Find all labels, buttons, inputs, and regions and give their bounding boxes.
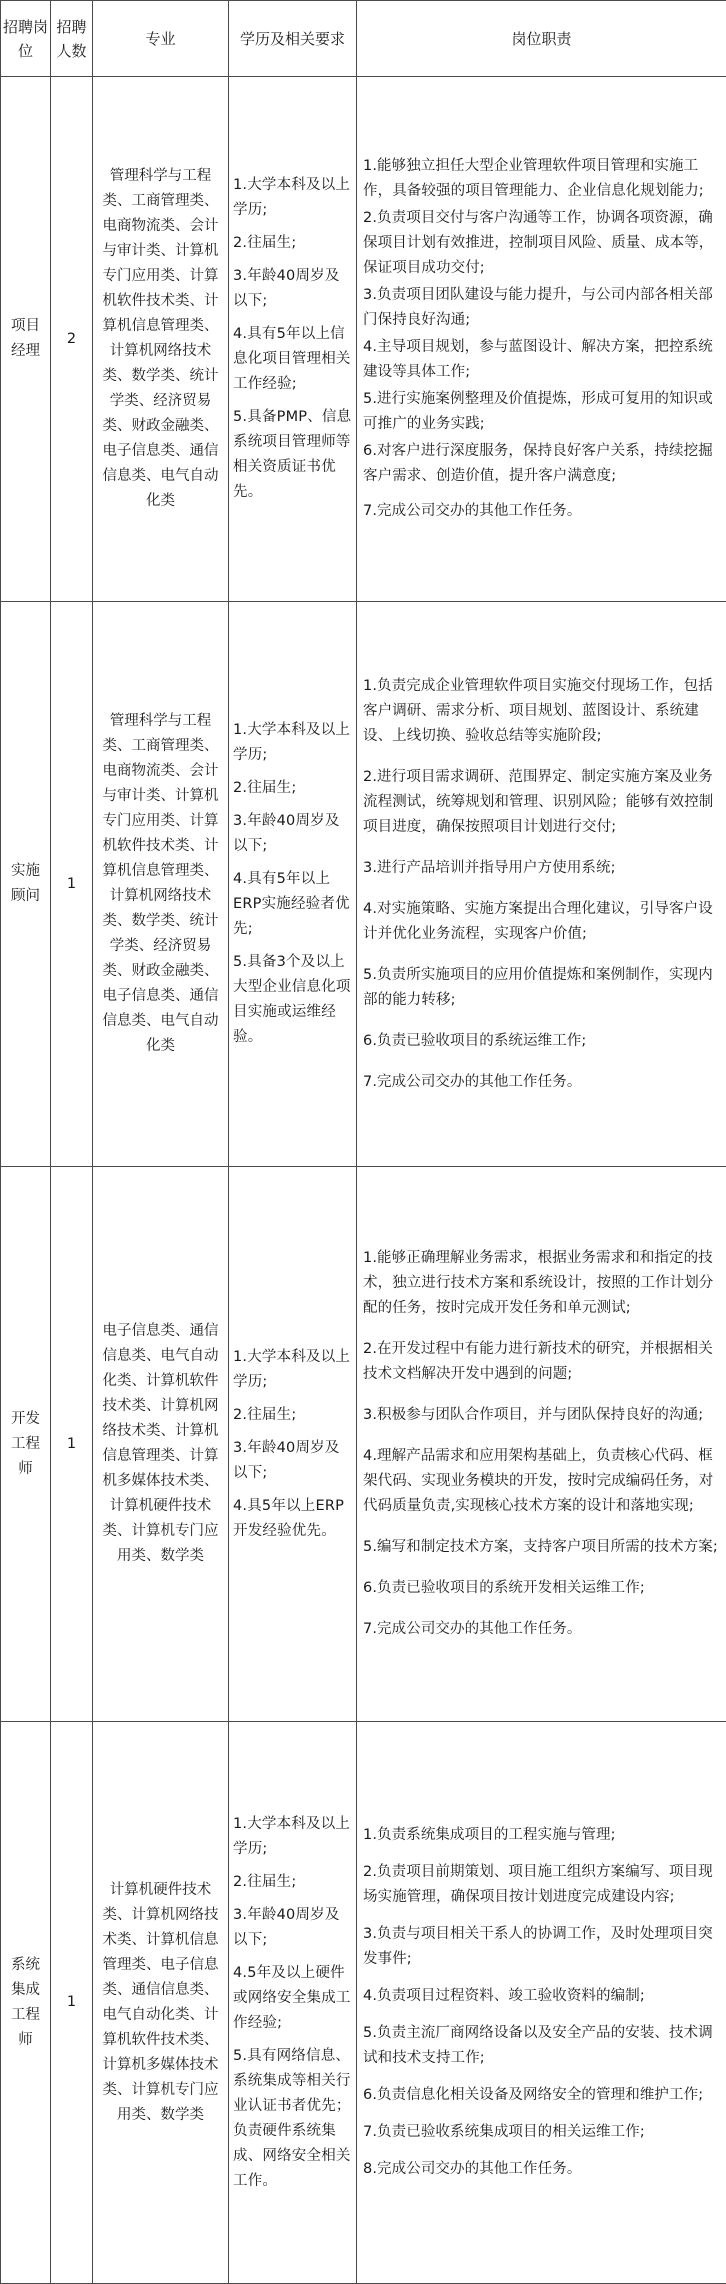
count-cell: 2 xyxy=(51,77,93,602)
requirements-cell xyxy=(229,1167,357,1722)
duty-item: 6.负责信息化相关设备及网络安全的管理和维护工作; xyxy=(363,2083,720,2108)
requirement-item: 5.具有网络信息、系统集成等相关行业认证书者优先；负责硬件系统集成、网络安全相关工作。 xyxy=(233,2044,352,2194)
duties-cell xyxy=(357,1167,726,1722)
duty-item: 4.主导项目规划，参与蓝图设计、解决方案，把控系统建设等具体工作; xyxy=(363,335,720,385)
duty-item: 4.负责项目过程资料、竣工验收资料的编制; xyxy=(363,1984,720,2009)
header-duties: 岗位职责 xyxy=(357,1,726,77)
requirement-item: 3.年龄40周岁及以下; xyxy=(233,1903,352,1953)
position-cell: 项目经理 xyxy=(1,77,51,602)
requirements-cell xyxy=(229,602,357,1167)
duty-item: 6.对客户进行深度服务，保持良好客户关系，持续挖掘客户需求、创造价值，提升客户满意度; xyxy=(363,439,720,489)
requirement-item: 4.具有5年以上ERP实施经验者优先; xyxy=(233,867,352,942)
position-cell: 开发工程师 xyxy=(1,1167,51,1722)
requirement-item: 2.往届生; xyxy=(233,231,352,256)
major-cell: 管理科学与工程类、工商管理类、电商物流类、会计与审计类、计算机专门应用类、计算机软件技术类、计算机信息管理类、计算机网络技术类、数学类、统计学类、经济贸易类、财政金融类、电子信息类、通信信息类、电气自动化类 xyxy=(93,602,229,1167)
duty-item: 1.负责完成企业管理软件项目实施交付现场工作，包括客户调研、需求分析、项目规划、蓝图设计、系统建设、上线切换、验收总结等实施阶段; xyxy=(363,674,720,749)
major-cell: 计算机硬件技术类、计算机网络技术类、计算机信息管理类、电子信息类、通信信息类、电气自动化类、计算机软件技术类、计算机多媒体技术类、计算机专门应用类、数学类 xyxy=(93,1722,229,2284)
requirement-item: 2.往届生; xyxy=(233,1403,352,1428)
count-cell: 1 xyxy=(51,1167,93,1722)
duties-cell xyxy=(357,602,726,1167)
duties-cell xyxy=(357,1722,726,2284)
header-requirements: 学历及相关要求 xyxy=(229,1,357,77)
requirement-item: 3.年龄40周岁及以下; xyxy=(233,1436,352,1486)
duty-item: 5.负责主流厂商网络设备以及安全产品的安装、技术调试和技术支持工作; xyxy=(363,2021,720,2071)
duties-cell xyxy=(357,77,726,602)
requirement-item: 5.具备3个及以上大型企业信息化项目实施或运维经验。 xyxy=(233,950,352,1050)
table-row xyxy=(1,77,726,602)
duty-item: 3.积极参与团队合作项目，并与团队保持良好的沟通; xyxy=(363,1403,720,1428)
header-position: 招聘岗位 xyxy=(1,1,51,77)
requirement-item: 3.年龄40周岁及以下; xyxy=(233,264,352,314)
duty-item: 3.负责与项目相关干系人的协调工作，及时处理项目突发事件; xyxy=(363,1922,720,1972)
requirements-cell xyxy=(229,1722,357,2284)
major-cell: 管理科学与工程类、工商管理类、电商物流类、会计与审计类、计算机专门应用类、计算机软件技术类、计算机信息管理类、计算机网络技术类、数学类、统计学类、经济贸易类、财政金融类、电子信息类、通信信息类、电气自动化类 xyxy=(93,77,229,602)
header-major: 专业 xyxy=(93,1,229,77)
requirement-item: 4.5年及以上硬件或网络安全集成工作经验; xyxy=(233,1961,352,2036)
requirement-item: 2.往届生; xyxy=(233,776,352,801)
duty-item: 4.对实施策略、实施方案提出合理化建议，引导客户设计并优化业务流程，实现客户价值; xyxy=(363,897,720,947)
requirement-item: 2.往届生; xyxy=(233,1870,352,1895)
duty-item: 4.理解产品需求和应用架构基础上，负责核心代码、框架代码、实现业务模块的开发，按时完成编码任务，对代码质量负责,实现核心技术方案的设计和落地实现; xyxy=(363,1444,720,1519)
requirement-item: 1.大学本科及以上学历; xyxy=(233,1345,352,1395)
table-row xyxy=(1,1167,726,1722)
duty-item: 5.进行实施案例整理及价值提炼，形成可复用的知识或可推广的业务实践; xyxy=(363,387,720,437)
duty-item: 5.负责所实施项目的应用价值提炼和案例制作，实现内部的能力转移; xyxy=(363,963,720,1013)
requirement-item: 5.具备PMP、信息系统项目管理师等相关资质证书优先。 xyxy=(233,405,352,505)
duty-item: 6.负责已验收项目的系统开发相关运维工作; xyxy=(363,1576,720,1601)
position-cell: 系统集成工程师 xyxy=(1,1722,51,2284)
major-cell: 电子信息类、通信信息类、电气自动化类、计算机软件技术类、计算机网络技术类、计算机信息管理类、计算机多媒体技术类、计算机硬件技术类、计算机专门应用类、数学类 xyxy=(93,1167,229,1722)
count-cell: 1 xyxy=(51,1722,93,2284)
duty-item: 6.负责已验收项目的系统运维工作; xyxy=(363,1029,720,1054)
table-row xyxy=(1,602,726,1167)
header-count: 招聘人数 xyxy=(51,1,93,77)
duty-item: 2.进行项目需求调研、范围界定、制定实施方案及业务流程测试，统筹规划和管理、识别风险；能够有效控制项目进度，确保按照项目计划进行交付; xyxy=(363,765,720,840)
duty-item: 7.负责已验收系统集成项目的相关运维工作; xyxy=(363,2120,720,2145)
requirement-item: 3.年龄40周岁及以下; xyxy=(233,809,352,859)
requirement-item: 4.具有5年以上信息化项目管理相关工作经验; xyxy=(233,322,352,397)
requirement-item: 4.具5年以上ERP开发经验优先。 xyxy=(233,1494,352,1544)
duty-item: 2.负责项目交付与客户沟通等工作，协调各项资源，确保项目计划有效推进，控制项目风险、质量、成本等，保证项目成功交付; xyxy=(363,206,720,281)
requirements-cell xyxy=(229,77,357,602)
duty-item: 2.负责项目前期策划、项目施工组织方案编写、项目现场实施管理，确保项目按计划进度完成建设内容; xyxy=(363,1860,720,1910)
duty-item: 7.完成公司交办的其他工作任务。 xyxy=(363,1617,720,1642)
duty-item: 3.进行产品培训并指导用户方使用系统; xyxy=(363,856,720,881)
duty-item: 8.完成公司交办的其他工作任务。 xyxy=(363,2157,720,2182)
duty-item: 1.负责系统集成项目的工程实施与管理; xyxy=(363,1823,720,1848)
requirement-item: 1.大学本科及以上学历; xyxy=(233,173,352,223)
duty-item: 5.编写和制定技术方案，支持客户项目所需的技术方案; xyxy=(363,1535,720,1560)
requirement-item: 1.大学本科及以上学历; xyxy=(233,718,352,768)
duty-item: 2.在开发过程中有能力进行新技术的研究，并根据相关技术文档解决开发中遇到的问题; xyxy=(363,1337,720,1387)
table-row xyxy=(1,1722,726,2284)
duty-item: 3.负责项目团队建设与能力提升，与公司内部各相关部门保持良好沟通; xyxy=(363,283,720,333)
duty-item: 1.能够独立担任大型企业管理软件项目管理和实施工作，具备较强的项目管理能力、企业信息化规划能力; xyxy=(363,154,720,204)
count-cell: 1 xyxy=(51,602,93,1167)
header-row xyxy=(1,1,726,77)
duty-item: 7.完成公司交办的其他工作任务。 xyxy=(363,499,720,524)
position-cell: 实施顾问 xyxy=(1,602,51,1167)
duty-item: 1.能够正确理解业务需求，根据业务需求和和指定的技术，独立进行技术方案和系统设计，按照的工作计划分配的任务，按时完成开发任务和单元测试; xyxy=(363,1246,720,1321)
duty-item: 7.完成公司交办的其他工作任务。 xyxy=(363,1070,720,1095)
requirement-item: 1.大学本科及以上学历; xyxy=(233,1812,352,1862)
